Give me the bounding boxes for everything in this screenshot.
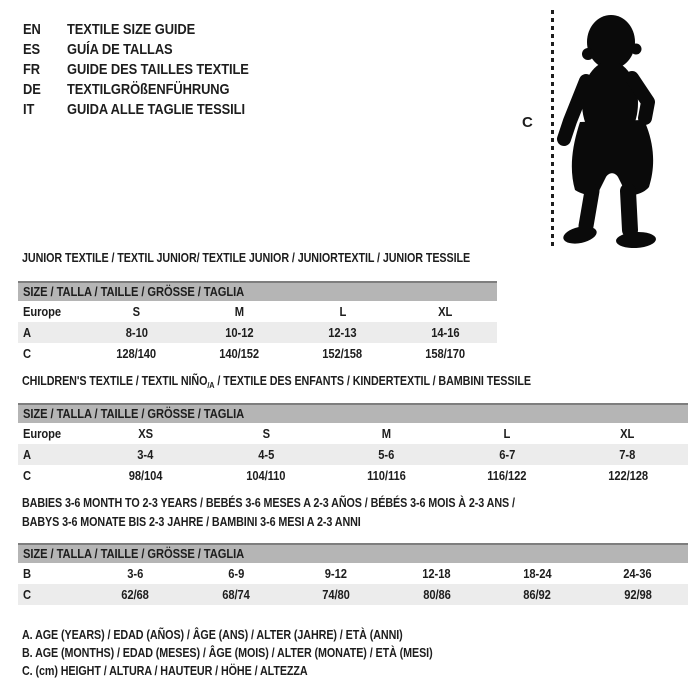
language-row-de bbox=[23, 80, 278, 100]
table-cell: 92/98 bbox=[623, 587, 652, 602]
children-section-title bbox=[22, 372, 614, 395]
table-cell: 68/74 bbox=[221, 587, 250, 602]
table-cell: 14-16 bbox=[431, 325, 460, 340]
table-cell: 6-9 bbox=[227, 566, 244, 581]
table-cell: 140/152 bbox=[219, 346, 260, 361]
table-cell: 116/122 bbox=[487, 468, 527, 483]
legend-line-a: A. AGE (YEARS) / EDAD (AÑOS) / ÂGE (ANS) / ALTER (JAHRE) / ETÀ (ANNI) bbox=[22, 628, 403, 642]
language-code: ES bbox=[23, 41, 41, 58]
table-cell: B bbox=[23, 566, 31, 581]
table-row bbox=[18, 563, 688, 584]
language-row-en bbox=[23, 20, 278, 40]
table-row bbox=[18, 343, 497, 364]
language-label: TEXTILE SIZE GUIDE bbox=[67, 21, 196, 38]
language-label: GUIDE DES TAILLES TEXTILE bbox=[67, 61, 249, 78]
children-title-text: CHILDREN'S TEXTILE / TEXTIL $NIÑO_{/A}$ / TEXTILE DES ENFANTS / KINDERTEXTIL / BAMBINI TESSILE bbox=[22, 374, 531, 390]
table-cell: 110/116 bbox=[367, 468, 406, 483]
babies-title-line1: BABIES 3-6 MONTH TO 2-3 YEARS / BEBÉS 3-6 MESES A 2-3 AÑOS / BÉBÉS 3-6 MOIS À 2-3 ANS / bbox=[22, 496, 515, 510]
language-label: TEXTILGRÖßENFÜHRUNG bbox=[67, 81, 230, 98]
language-code: EN bbox=[23, 21, 41, 38]
table-cell: C bbox=[23, 346, 31, 361]
table-cell: 18-24 bbox=[523, 566, 552, 581]
table-cell: 10-12 bbox=[225, 325, 254, 340]
legend-line-b: B. AGE (MONTHS) / EDAD (MESES) / ÂGE (MOIS) / ALTER (MONATE) / ETÀ (MESI) bbox=[22, 646, 433, 660]
table-cell: 128/140 bbox=[116, 346, 157, 361]
table-cell: 4-5 bbox=[257, 447, 274, 462]
junior-size-table bbox=[18, 281, 497, 364]
language-row-fr bbox=[23, 60, 278, 80]
table-cell: L bbox=[339, 304, 346, 319]
table-cell: 86/92 bbox=[523, 587, 552, 602]
language-label: GUÍA DE TALLAS bbox=[67, 41, 173, 58]
junior-title-text: JUNIOR TEXTILE / TEXTIL JUNIOR/ TEXTILE JUNIOR / JUNIORTEXTIL / JUNIOR TESSILE bbox=[22, 251, 471, 265]
language-row-it bbox=[23, 100, 278, 120]
legend bbox=[22, 626, 499, 680]
table-cell: C bbox=[23, 468, 31, 483]
table-row bbox=[18, 301, 497, 322]
table-cell: 8-10 bbox=[125, 325, 148, 340]
table-cell: 12-13 bbox=[328, 325, 357, 340]
table-cell: 80/86 bbox=[422, 587, 451, 602]
table-row bbox=[18, 465, 688, 486]
table-row bbox=[18, 444, 688, 465]
toddler-silhouette-icon bbox=[556, 6, 668, 248]
size-header-text: SIZE / TALLA / TAILLE / GRÖSSE / TAGLIA bbox=[23, 546, 245, 561]
children-size-table bbox=[18, 403, 688, 486]
table-cell: 152/158 bbox=[322, 346, 363, 361]
table-cell: 3-6 bbox=[127, 566, 144, 581]
language-code: IT bbox=[23, 101, 35, 118]
table-cell: 3-4 bbox=[137, 447, 154, 462]
table-cell: S bbox=[262, 426, 270, 441]
table-cell: A bbox=[23, 447, 31, 462]
table-cell: 9-12 bbox=[325, 566, 348, 581]
table-cell: 158/170 bbox=[425, 346, 466, 361]
table-row bbox=[18, 423, 688, 444]
table-cell: 12-18 bbox=[422, 566, 451, 581]
table-cell: 24-36 bbox=[623, 566, 652, 581]
table-cell: C bbox=[23, 587, 31, 602]
size-header-band bbox=[18, 543, 688, 563]
table-cell: XL bbox=[620, 426, 635, 441]
table-cell: S bbox=[132, 304, 141, 319]
language-code: DE bbox=[23, 81, 41, 98]
table-cell: M bbox=[234, 304, 245, 319]
table-cell: 74/80 bbox=[322, 587, 351, 602]
size-header-text: SIZE / TALLA / TAILLE / GRÖSSE / TAGLIA bbox=[23, 406, 245, 421]
babies-section-title bbox=[22, 494, 595, 532]
table-cell: 104/110 bbox=[246, 468, 286, 483]
table-cell: 6-7 bbox=[499, 447, 516, 462]
table-cell: 7-8 bbox=[619, 447, 636, 462]
table-cell: M bbox=[381, 426, 392, 441]
language-code: FR bbox=[23, 61, 41, 78]
height-measure-label: C bbox=[522, 114, 533, 131]
table-cell: 62/68 bbox=[121, 587, 150, 602]
table-cell: 5-6 bbox=[378, 447, 395, 462]
size-header-band bbox=[18, 403, 688, 423]
table-cell: XL bbox=[438, 304, 453, 319]
table-row bbox=[18, 322, 497, 343]
language-header bbox=[23, 20, 278, 120]
table-row bbox=[18, 584, 688, 605]
table-cell: XS bbox=[137, 426, 153, 441]
language-label: GUIDA ALLE TAGLIE TESSILI bbox=[67, 101, 245, 118]
table-cell: 98/104 bbox=[128, 468, 163, 483]
table-cell: 122/128 bbox=[607, 468, 648, 483]
size-header-text: SIZE / TALLA / TAILLE / GRÖSSE / TAGLIA bbox=[23, 284, 245, 299]
height-measure-dotted-line bbox=[551, 10, 554, 246]
babies-size-table bbox=[18, 543, 688, 605]
table-cell: Europe bbox=[23, 426, 62, 441]
table-cell: A bbox=[23, 325, 31, 340]
legend-line-c: C. (cm) HEIGHT / ALTURA / HAUTEUR / HÖHE / ALTEZZA bbox=[22, 664, 308, 678]
babies-title-line2: BABYS 3-6 MONATE BIS 2-3 JAHRE / BAMBINI 3-6 MESI A 2-3 ANNI bbox=[22, 515, 361, 529]
junior-section-title bbox=[22, 249, 543, 268]
table-cell: Europe bbox=[23, 304, 62, 319]
language-row-es bbox=[23, 40, 278, 60]
table-cell: L bbox=[503, 426, 511, 441]
size-header-band bbox=[18, 281, 497, 301]
